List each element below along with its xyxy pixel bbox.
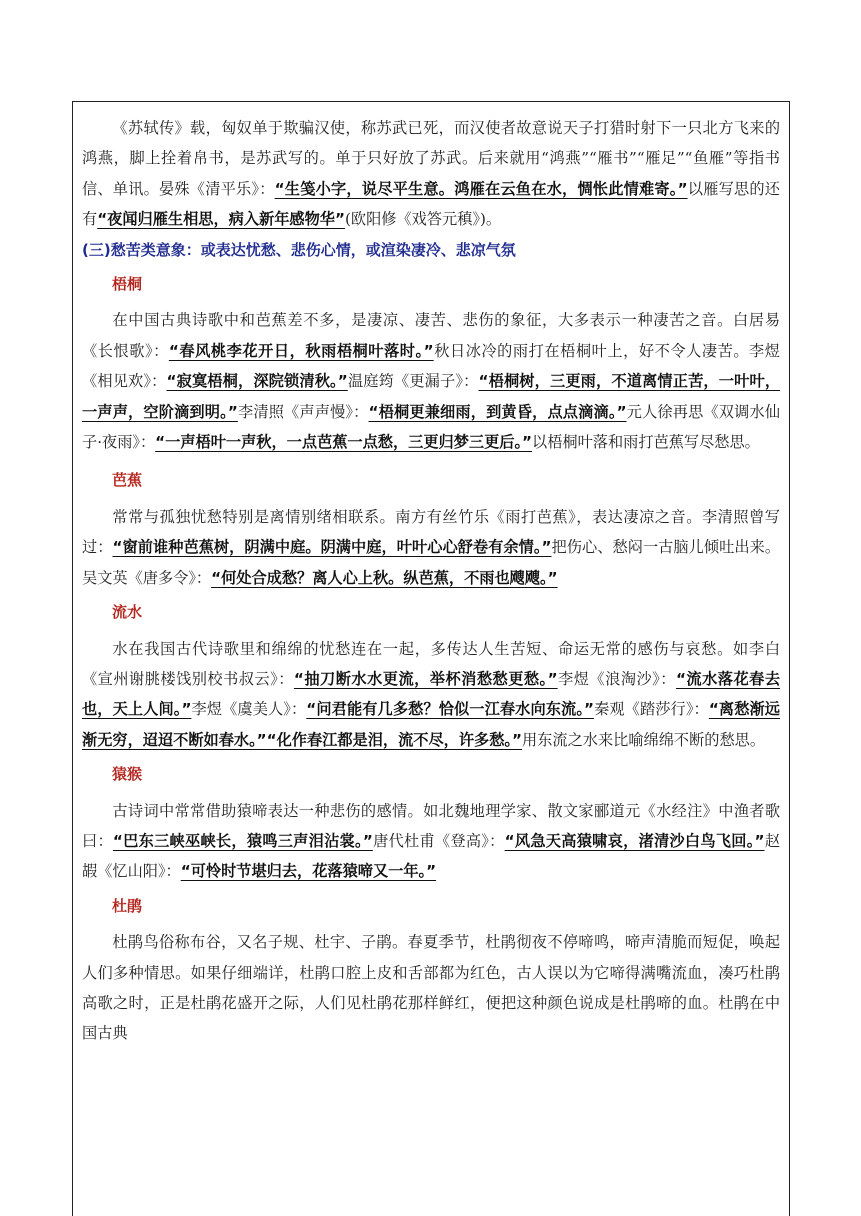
body-text: 秋日冰冷的雨打在梧桐叶上，好不令人凄苦。李煜《相见欢》： (82, 341, 780, 391)
body-text: 李煜《浪淘沙》： (557, 669, 676, 688)
body-text: 元人徐再思《双调水仙子·夜雨》： (82, 402, 781, 452)
term-bajiao: 芭蕉 (112, 471, 143, 490)
paragraph-wutong (82, 305, 780, 457)
body-text: (欧阳修《戏答元稹》)。 (344, 210, 502, 229)
paragraph-yuanhou (82, 796, 780, 887)
body-text: 用东流之水来比喻绵绵不断的愁思。 (522, 730, 766, 749)
quote: “化作春江都是泪，流不尽，许多愁。” (266, 730, 523, 749)
body-text: 以雁写思的还有 (82, 179, 780, 229)
quote: “巴东三峡巫峡长，猿鸣三声泪沾裳。” (112, 831, 373, 850)
body-text: 李清照《声声慢》： (237, 402, 369, 421)
quote: “梧桐树，三更雨，不道离情正苦，一叶叶，一声声，空阶滴到明。” (82, 372, 781, 421)
term-dujuan: 杜鹃 (112, 896, 143, 915)
quote: “生笺小字，说尽平生意。鸿雁在云鱼在水，惆怅此情难寄。” (274, 179, 688, 198)
body-text: 赵嘏《忆山阳》： (82, 831, 781, 881)
body-text: 《苏轼传》载，匈奴单于欺骗汉使，称苏武已死，而汉使者故意说天子打猎时射下一只北方飞来的鸿燕，脚上拴着帛书，是苏武写的。单于只好放了苏武。后来就用“鸿燕”“雁书”“雁足”“鱼雁”等指书信、单讯。晏殊《清平乐》： (82, 119, 780, 198)
quote: “梧桐更兼细雨，到黄昏，点点滴滴。” (368, 402, 627, 421)
body-text: 水在我国古代诗歌里和绵绵的忧愁连在一起，多传达人生苦短、命运无常的感伤与哀愁。如李白《宣州谢朓楼饯别校书叔云》： (82, 639, 780, 688)
quote: “风急天高猿啸哀，渚清沙白鸟飞回。” (504, 831, 765, 850)
body-text: 把伤心、愁闷一古脑儿倾吐出来。吴文英《唐多令》： (82, 538, 781, 587)
body-text: 杜鹃鸟俗称布谷，又名子规、杜宇、子鹃。春夏季节，杜鹃彻夜不停啼鸣，啼声清脆而短促，唤起人们多种情思。如果仔细端详，杜鹃口腔上皮和舌部都为红色，古人误以为它啼得满嘴流血，凑巧杜鹃高歌之时，正是杜鹃花盛开之际，人们见杜鹃花那样鲜红，便把这种颜色说成是杜鹃啼的血。杜鹃在中国古典 (82, 933, 780, 1043)
quote: “夜闻归雁生相思，病入新年感物华” (97, 210, 345, 229)
section-heading: (三)愁苦类意象：或表达忧愁、悲伤心情，或渲染凄冷、悲凉气氛 (82, 240, 516, 259)
body-text: 唐代杜甫《登高》： (372, 831, 505, 850)
paragraph-hongyan (82, 113, 780, 235)
term-yuanhou: 猿猴 (112, 765, 143, 784)
term-wutong: 梧桐 (112, 275, 143, 294)
paragraph-dujuan (82, 927, 780, 1049)
body-text: 常常与孤独忧愁特别是离情别绪相联系。南方有丝竹乐《雨打芭蕉》，表达凄凉之音。李清照曾写过： (82, 507, 780, 557)
quote: “寂寞梧桐，深院锁清秋。” (166, 372, 348, 391)
body-text: 在中国古典诗歌中和芭蕉差不多，是凄凉、凄苦、悲伤的象征，大多表示一种凄苦之音。白居易《长恨歌》： (82, 311, 780, 360)
quote: “离愁渐远渐无穷，迢迢不断如春水。” (82, 700, 780, 749)
paragraph-bajiao (82, 502, 780, 593)
body-text: 秦观《踏莎行》： (594, 700, 709, 719)
quote: “何处合成愁？离人心上秋。纵芭蕉，不雨也飕飕。” (211, 568, 558, 587)
quote: “抽刀断水水更流，举杯消愁愁更愁。” (293, 669, 558, 688)
term-liushui: 流水 (112, 603, 143, 622)
quote: “问君能有几多愁？恰似一江春水向东流。” (306, 700, 594, 719)
quote: “可怜时节堪归去，花落猿啼又一年。” (180, 862, 437, 881)
body-text: 李煜《虞美人》： (191, 700, 307, 719)
quote: “窗前谁种芭蕉树，阴满中庭。阴满中庭，叶叶心心舒卷有余情。” (112, 538, 552, 557)
body-text: 温庭筠《更漏子》： (347, 372, 479, 391)
body-text: 古诗词中常常借助猿啼表达一种悲伤的感情。如北魏地理学家、散文家郦道元《水经注》中渔者歌曰： (82, 801, 780, 850)
quote: “流水落花春去也，天上人间。” (82, 669, 781, 719)
quote: “一声梧叶一声秋，一点芭蕉一点愁，三更归梦三更后。” (155, 433, 533, 452)
quote: “春风桃李花开日，秋雨梧桐叶落时。” (168, 341, 434, 360)
paragraph-liushui (82, 634, 780, 756)
body-text: 以梧桐叶落和雨打芭蕉写尽愁思。 (532, 433, 760, 452)
document-body (82, 113, 780, 1049)
